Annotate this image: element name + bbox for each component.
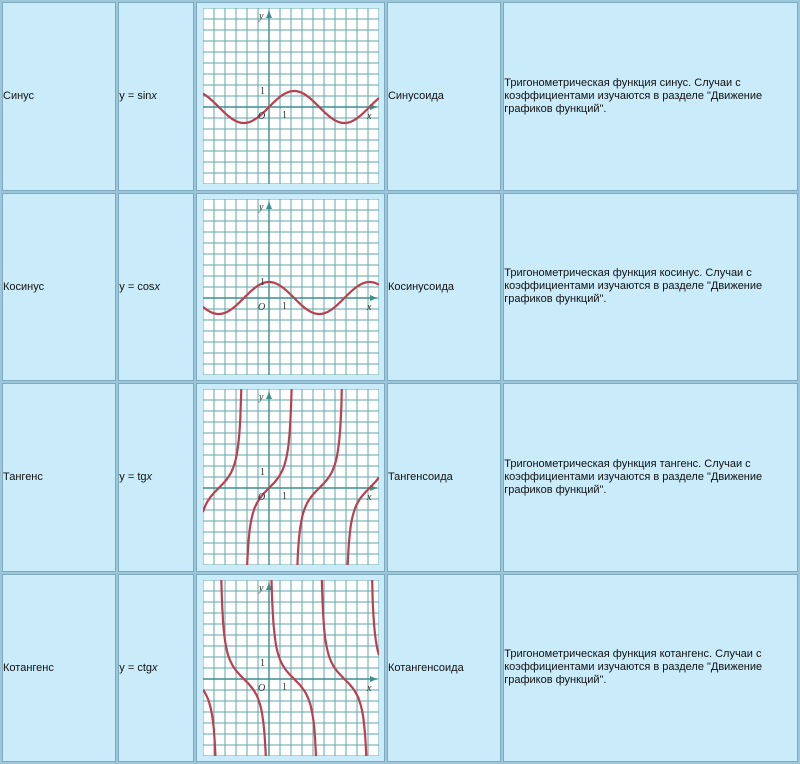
- grid: [203, 580, 379, 756]
- graph-cell: [196, 383, 384, 572]
- graph-cell: [196, 2, 384, 191]
- table-row-ctg: [2, 574, 798, 763]
- unit-y-label: 1: [259, 86, 265, 98]
- curve-name: Синусоида: [387, 2, 501, 191]
- function-formula: y = cosx: [118, 193, 194, 382]
- y-axis-label: y: [258, 392, 264, 404]
- function-description: Тригонометрическая функция косинус. Случаи с коэффициентами изучаются в разделе "Движение графиков функций".: [503, 193, 798, 382]
- y-arrow-icon: [266, 11, 272, 18]
- y-axis-label: y: [258, 11, 264, 23]
- grid: [203, 8, 379, 184]
- origin-label: O: [257, 492, 265, 504]
- cos-graph: [203, 199, 379, 375]
- sin-graph: [203, 8, 379, 184]
- x-arrow-icon: [370, 295, 377, 301]
- function-description: Тригонометрическая функция тангенс. Случаи с коэффициентами изучаются в разделе "Движение графиков функций".: [503, 383, 798, 572]
- unit-x-label: 1: [281, 300, 287, 312]
- table-row-cos: [2, 193, 798, 382]
- table-row-tg: [2, 383, 798, 572]
- unit-x-label: 1: [281, 110, 287, 122]
- unit-x-label: 1: [281, 491, 287, 503]
- ctg-graph: [203, 580, 379, 756]
- function-description: Тригонометрическая функция синус. Случаи с коэффициентами изучаются в разделе "Движение графиков функций".: [503, 2, 798, 191]
- graph-cell: [196, 574, 384, 763]
- function-formula: y = sinx: [118, 2, 194, 191]
- unit-y-label: 1: [259, 467, 265, 479]
- graph-cell: [196, 193, 384, 382]
- x-axis-label: x: [366, 111, 372, 123]
- function-description: Тригонометрическая функция котангенс. Случаи с коэффициентами изучаются в разделе "Движение графиков функций".: [503, 574, 798, 763]
- function-name: Тангенс: [2, 383, 116, 572]
- grid: [203, 199, 379, 375]
- y-axis-label: y: [258, 582, 264, 594]
- y-arrow-icon: [266, 392, 272, 399]
- unit-y-label: 1: [259, 657, 265, 669]
- unit-y-label: 1: [259, 276, 265, 288]
- curve-name: Котангенсоида: [387, 574, 501, 763]
- curve-name: Тангенсоида: [387, 383, 501, 572]
- x-axis-label: x: [366, 492, 372, 504]
- function-formula: y = ctgx: [118, 574, 194, 763]
- origin-label: O: [257, 301, 265, 313]
- x-arrow-icon: [370, 676, 377, 682]
- x-axis-label: x: [366, 682, 372, 694]
- function-name: Котангенс: [2, 574, 116, 763]
- function-name: Косинус: [2, 193, 116, 382]
- y-arrow-icon: [266, 202, 272, 209]
- curve-name: Косинусоида: [387, 193, 501, 382]
- tg-graph: [203, 389, 379, 565]
- unit-x-label: 1: [281, 681, 287, 693]
- x-axis-label: x: [366, 301, 372, 313]
- table-row-sin: [2, 2, 798, 191]
- y-axis-label: y: [258, 201, 264, 213]
- function-name: Синус: [2, 2, 116, 191]
- function-formula: y = tgx: [118, 383, 194, 572]
- origin-label: O: [257, 682, 265, 694]
- origin-label: O: [257, 111, 265, 123]
